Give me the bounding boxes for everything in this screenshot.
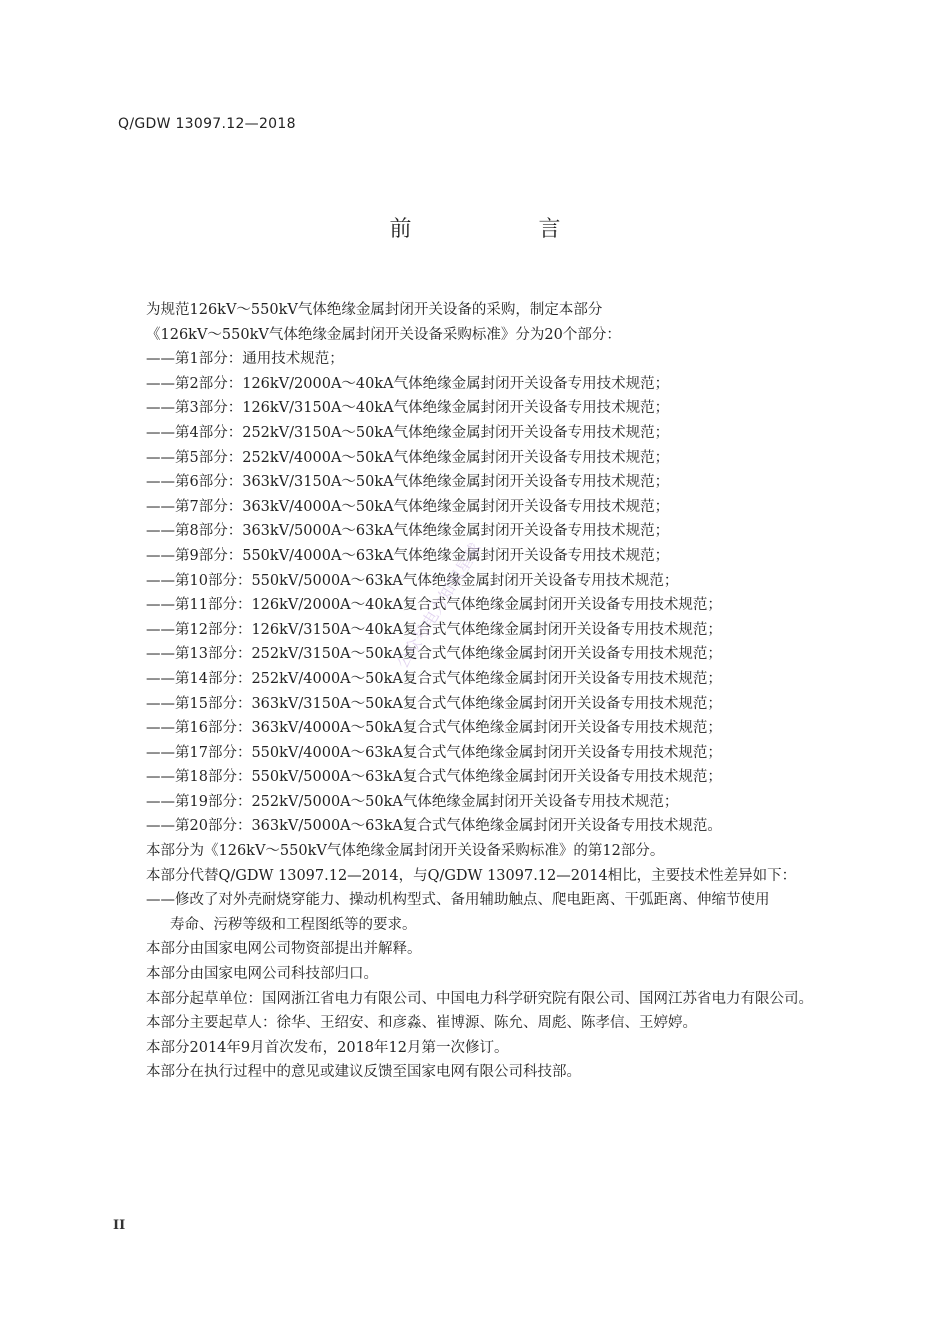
feedback-note: 本部分在执行过程中的意见或建议反馈至国家电网有限公司科技部。: [146, 1064, 581, 1081]
part-item: ——第5部分：252kV/4000A～50kA气体绝缘金属封闭开关设备专用技术规范；: [146, 449, 670, 466]
page-title: 前 言: [389, 217, 621, 242]
part-item: ——第3部分：126kV/3150A～40kA气体绝缘金属封闭开关设备专用技术规范；: [146, 400, 670, 417]
standard-code: Q/GDW 13097.12—2018: [118, 116, 296, 132]
part-item: ——第18部分：550kV/5000A～63kA复合式气体绝缘金属封闭开关设备专用技术规范；: [146, 769, 722, 786]
part-item: ——第15部分：363kV/3150A～50kA复合式气体绝缘金属封闭开关设备专用技术规范；: [146, 695, 722, 712]
part-item: ——第17部分：550kV/4000A～63kA复合式气体绝缘金属封闭开关设备专用技术规范；: [146, 744, 722, 761]
document-body: [118, 298, 863, 1085]
intro-line: 为规范126kV～550kV气体绝缘金属封闭开关设备的采购，制定本部分: [146, 302, 603, 318]
part-item: ——第19部分：252kV/5000A～50kA气体绝缘金属封闭开关设备专用技术规范；: [146, 793, 679, 810]
statement-part: 本部分为《126kV～550kV气体绝缘金属封闭开关设备采购标准》的第12部分。: [146, 843, 665, 860]
part-item: ——第8部分：363kV/5000A～63kA气体绝缘金属封闭开关设备专用技术规范；: [146, 523, 670, 540]
part-item: ——第1部分：通用技术规范；: [146, 351, 344, 368]
part-item: ——第16部分：363kV/4000A～50kA复合式气体绝缘金属封闭开关设备专用技术规范；: [146, 720, 722, 737]
part-item: ——第12部分：126kV/3150A～40kA复合式气体绝缘金属封闭开关设备专用技术规范；: [146, 621, 722, 638]
part-item: ——第9部分：550kV/4000A～63kA气体绝缘金属封闭开关设备专用技术规范；: [146, 547, 670, 564]
publication-history: 本部分2014年9月首次发布，2018年12月第一次修订。: [146, 1039, 509, 1056]
part-item: ——第7部分：363kV/4000A～50kA气体绝缘金属封闭开关设备专用技术规范；: [146, 498, 670, 515]
part-item: ——第6部分：363kV/3150A～50kA气体绝缘金属封闭开关设备专用技术规范；: [146, 474, 670, 491]
part-item: ——第14部分：252kV/4000A～50kA复合式气体绝缘金属封闭开关设备专用技术规范；: [146, 670, 722, 687]
part-item: ——第4部分：252kV/3150A～50kA气体绝缘金属封闭开关设备专用技术规范；: [146, 424, 670, 441]
drafters: 本部分主要起草人：徐华、王绍安、和彦淼、崔博源、陈允、周彪、陈孝信、王婷婷。: [146, 1015, 697, 1032]
managed-by: 本部分由国家电网公司科技部归口。: [146, 966, 378, 983]
part-item: ——第2部分：126kV/2000A～40kA气体绝缘金属封闭开关设备专用技术规范；: [146, 375, 670, 392]
drafting-units: 本部分起草单位：国网浙江省电力有限公司、中国电力科学研究院有限公司、国网江苏省电力有限公司。: [146, 990, 813, 1007]
proposed-by: 本部分由国家电网公司物资部提出并解释。: [146, 941, 422, 958]
watermark: 公众号电力知识星球: [392, 539, 485, 672]
change-item: ——修改了对外壳耐烧穿能力、操动机构型式、备用辅助触点、爬电距离、干弧距离、伸缩节使用: [146, 892, 770, 909]
intro-line: 《126kV～550kV气体绝缘金属封闭开关设备采购标准》分为20个部分：: [146, 326, 621, 343]
part-item: ——第13部分：252kV/3150A～50kA复合式气体绝缘金属封闭开关设备专用技术规范；: [146, 646, 722, 663]
page-number: II: [113, 1218, 126, 1233]
part-item: ——第20部分：363kV/5000A～63kA复合式气体绝缘金属封闭开关设备专用技术规范。: [146, 818, 722, 835]
change-item-continued: 寿命、污秽等级和工程图纸等的要求。: [170, 916, 417, 933]
part-item: ——第10部分：550kV/5000A～63kA气体绝缘金属封闭开关设备专用技术规范；: [146, 572, 679, 589]
replaces-statement: 本部分代替Q/GDW 13097.12—2014，与Q/GDW 13097.12—2014相比，主要技术性差异如下：: [146, 867, 797, 884]
part-item: ——第11部分：126kV/2000A～40kA复合式气体绝缘金属封闭开关设备专用技术规范；: [146, 597, 722, 614]
